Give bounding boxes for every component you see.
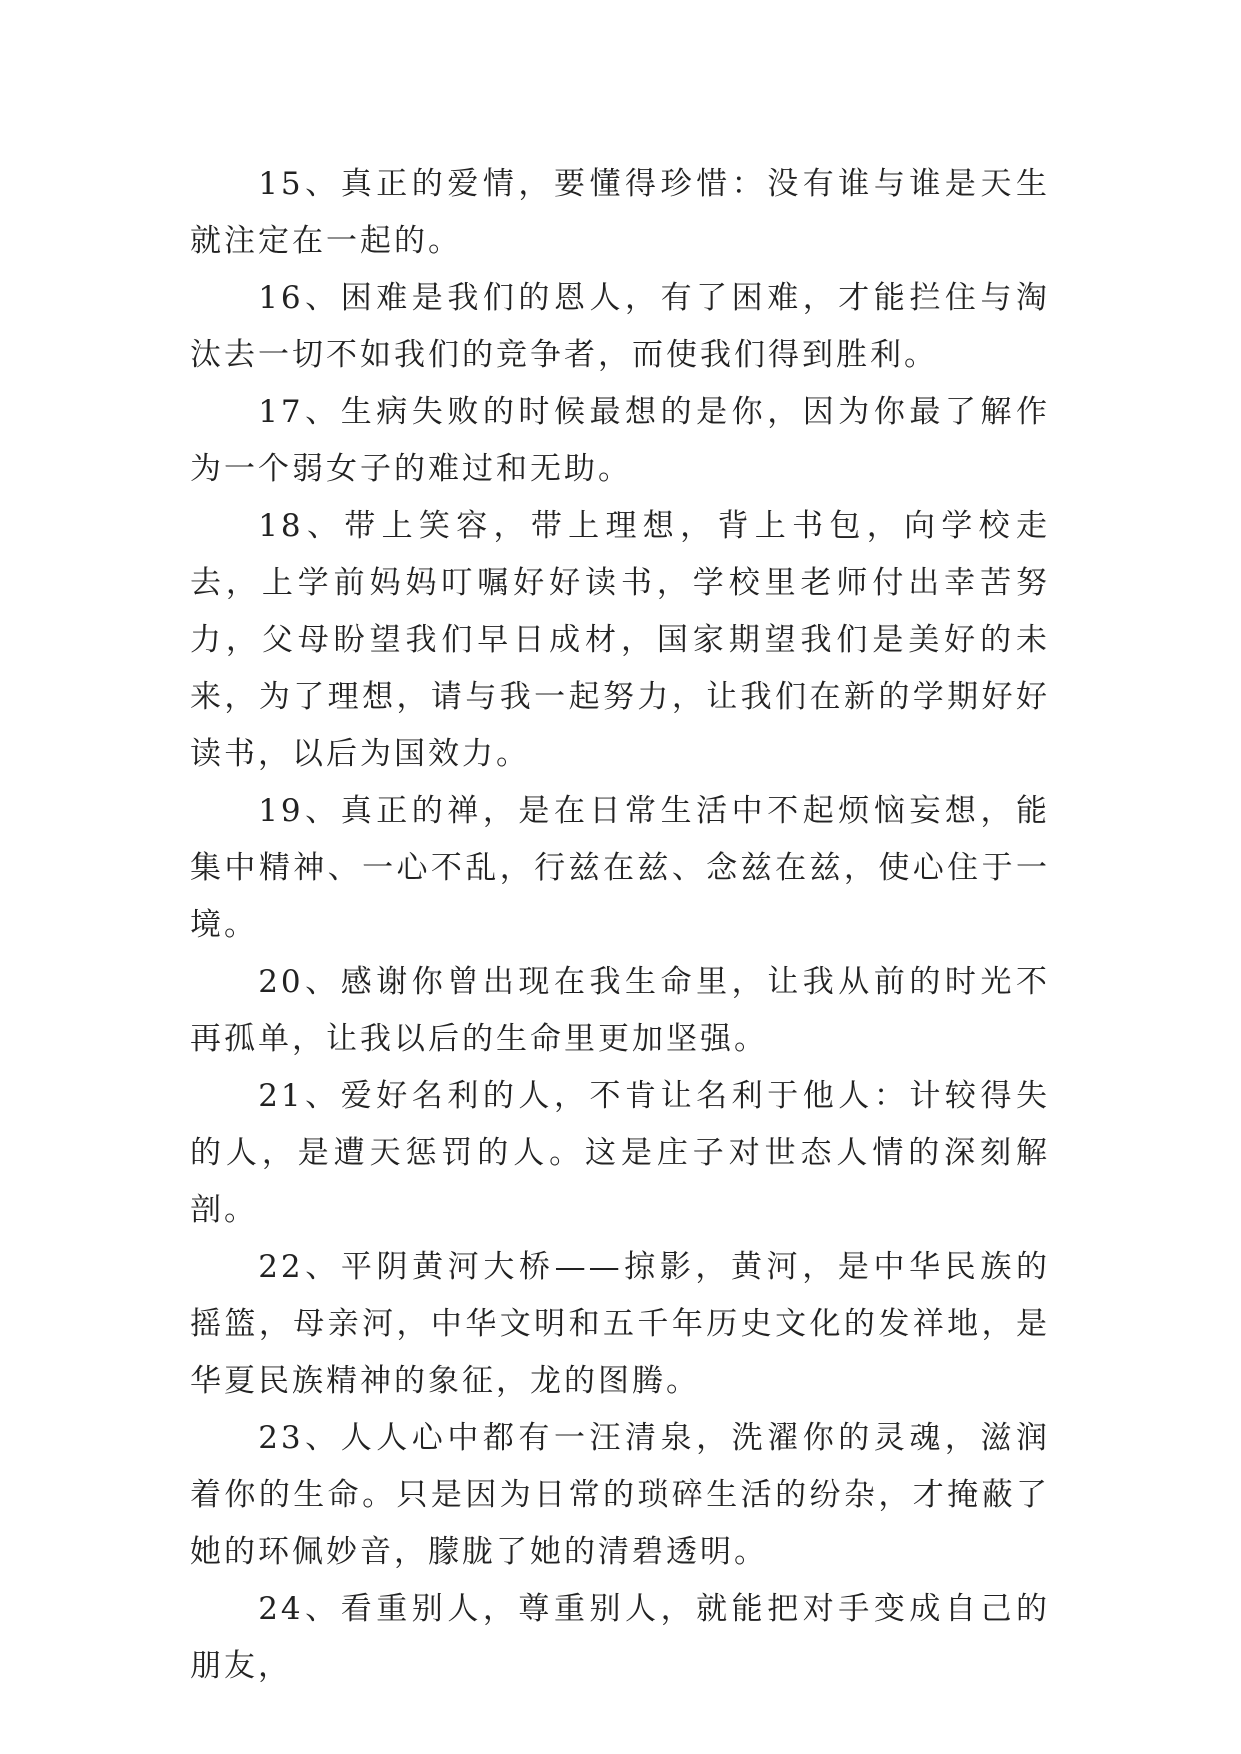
paragraph-20: 20、感谢你曾出现在我生命里，让我从前的时光不再孤单，让我以后的生命里更加坚强。	[190, 964, 1050, 1057]
document-body	[190, 156, 1050, 1695]
paragraph-21: 21、爱好名利的人，不肯让名利于他人：计较得失的人，是遭天惩罚的人。这是庄子对世态人情的深刻解剖。	[190, 1078, 1050, 1228]
paragraph-24: 24、看重别人，尊重别人，就能把对手变成自己的朋友，	[190, 1591, 1050, 1684]
paragraph-18: 18、带上笑容，带上理想，背上书包，向学校走去，上学前妈妈叮嘱好好读书，学校里老师付出幸苦努力，父母盼望我们早日成材，国家期望我们是美好的未来，为了理想，请与我一起努力，让我们在新的学期好好读书，以后为国效力。	[190, 508, 1050, 772]
paragraph-15: 15、真正的爱情，要懂得珍惜：没有谁与谁是天生就注定在一起的。	[190, 166, 1050, 259]
paragraph-19: 19、真正的禅，是在日常生活中不起烦恼妄想，能集中精神、一心不乱，行兹在兹、念兹在兹，使心住于一境。	[190, 793, 1050, 943]
paragraph-17: 17、生病失败的时候最想的是你，因为你最了解作为一个弱女子的难过和无助。	[190, 394, 1050, 487]
paragraph-22: 22、平阴黄河大桥——掠影，黄河，是中华民族的摇篮，母亲河，中华文明和五千年历史文化的发祥地，是华夏民族精神的象征，龙的图腾。	[190, 1249, 1050, 1399]
paragraph-16: 16、困难是我们的恩人，有了困难，才能拦住与淘汰去一切不如我们的竞争者，而使我们得到胜利。	[190, 280, 1050, 373]
paragraph-23: 23、人人心中都有一汪清泉，洗濯你的灵魂，滋润着你的生命。只是因为日常的琐碎生活的纷杂，才掩蔽了她的环佩妙音，朦胧了她的清碧透明。	[190, 1420, 1050, 1570]
